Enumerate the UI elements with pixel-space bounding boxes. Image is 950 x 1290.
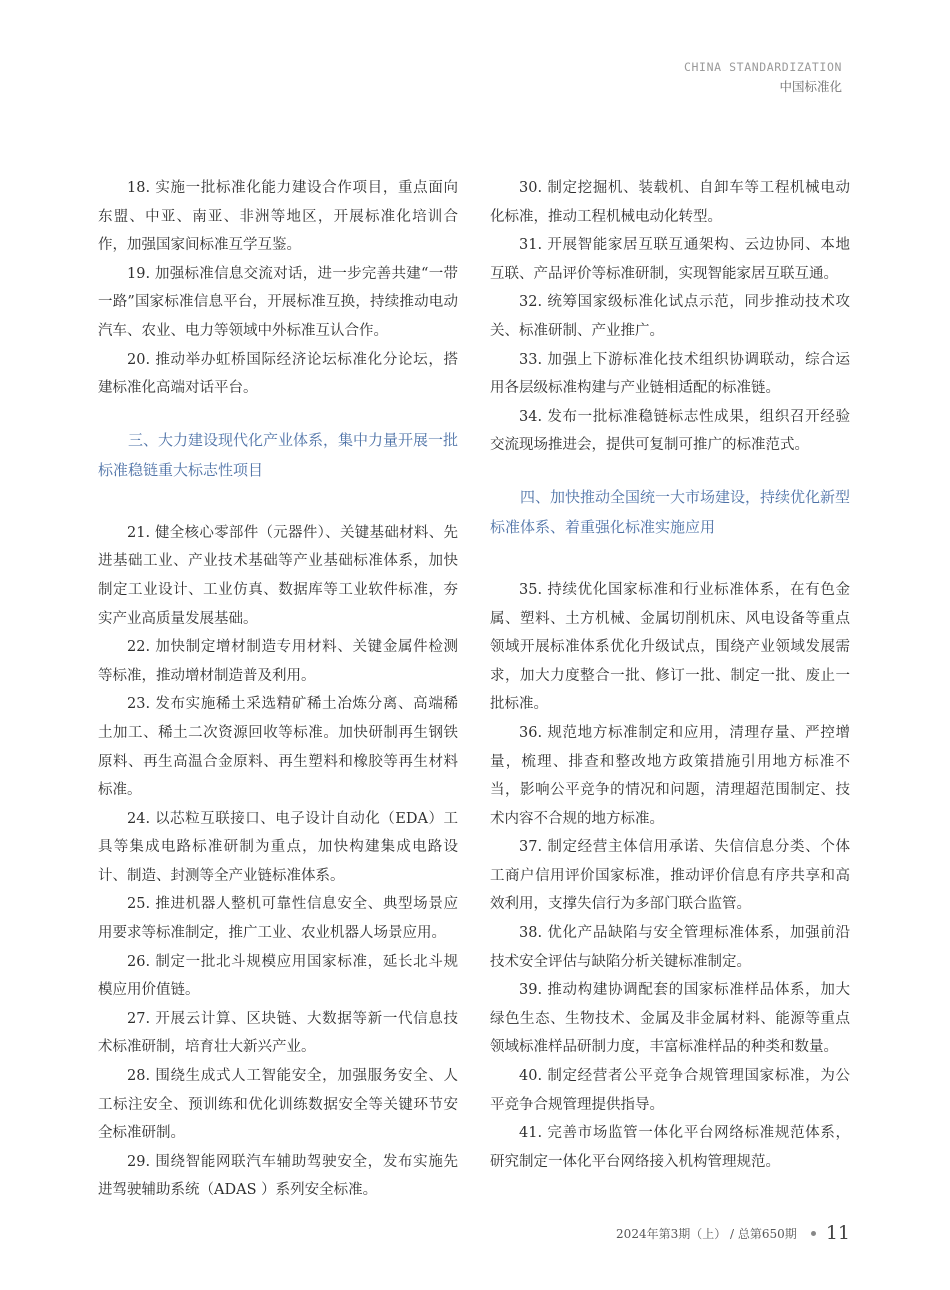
item-41: 41. 完善市场监管一体化平台网络标准规范体系，研究制定一体化平台网络接入机构管理规范。 [490,1125,850,1170]
item-29: 29. 围绕智能网联汽车辅助驾驶安全，发布实施先进驾驶辅助系统（ADAS ）系列安全标准。 [98,1153,458,1199]
item-36: 36. 规范地方标准制定和应用，清理存量、严控增量，梳理、排查和整改地方政策措施引用地方标准不当，影响公平竞争的情况和问题，清理超范围制定、技术内容不合规的地方标准。 [490,724,850,827]
page-footer [616,1222,850,1244]
item-27: 27. 开展云计算、区块链、大数据等新一代信息技术标准研制，培育壮大新兴产业。 [98,1010,458,1056]
item-30: 30. 制定挖掘机、装载机、自卸车等工程机械电动化标准，推动工程机械电动化转型。 [490,180,850,225]
item-28: 28. 围绕生成式人工智能安全，加强服务安全、人工标注安全、预训练和优化训练数据安全等关键环节安全标准研制。 [98,1068,458,1142]
item-39: 39. 推动构建协调配套的国家标准样品体系，加大绿色生态、生物技术、金属及非金属材料、能源等重点领域标准样品研制力度，丰富标准样品的种类和数量。 [490,982,850,1056]
item-24: 24. 以芯粒互联接口、电子设计自动化（EDA）工具等集成电路标准研制为重点，加快构建集成电路设计、制造、封测等全产业链标准体系。 [98,810,458,884]
bullet-dot-icon [811,1231,816,1236]
item-19: 19. 加强标准信息交流对话，进一步完善共建“一带一路”国家标准信息平台，开展标准互换，持续推动电动汽车、农业、电力等领域中外标准互认合作。 [98,265,458,339]
left-column [98,174,458,1205]
item-21: 21. 健全核心零部件（元器件）、关键基础材料、先进基础工业、产业技术基础等产业基础标准体系，加快制定工业设计、工业仿真、数据库等工业软件标准，夯实产业高质量发展基础。 [98,524,458,627]
item-35: 35. 持续优化国家标准和行业标准体系，在有色金属、塑料、土方机械、金属切削机床、风电设备等重点领域开展标准体系优化升级试点，围绕产业领域发展需求，加大力度整合一批、修订一批、制定一批、废止一批标准。 [490,581,850,713]
item-40: 40. 制定经营者公平竞争合规管理国家标准，为公平竞争合规管理提供指导。 [490,1068,850,1113]
item-31: 31. 开展智能家居互联互通架构、云边协同、本地互联、产品评价等标准研制，实现智能家居互联互通。 [490,237,850,282]
journal-title-en: CHINA STANDARDIZATION [684,60,842,74]
item-23: 23. 发布实施稀土采选精矿稀土冶炼分离、高端稀土加工、稀土二次资源回收等标准。加快研制再生钢铁原料、再生高温合金原料、再生塑料和橡胶等再生材料标准。 [98,696,458,799]
item-37: 37. 制定经营主体信用承诺、失信信息分类、个体工商户信用评价国家标准，推动评价信息有序共享和高效利用，支撑失信行为多部门联合监管。 [490,839,850,913]
page-number: 11 [825,1222,850,1244]
item-20: 20. 推动举办虹桥国际经济论坛标准化分论坛，搭建标准化高端对话平台。 [98,351,458,397]
item-34: 34. 发布一批标准稳链标志性成果，组织召开经验交流现场推进会，提供可复制可推广的标准范式。 [490,408,850,454]
item-25: 25. 推进机器人整机可靠性信息安全、典型场景应用要求等标准制定，推广工业、农业机器人场景应用。 [98,896,458,942]
item-38: 38. 优化产品缺陷与安全管理标准体系，加强前沿技术安全评估与缺陷分析关键标准制定。 [490,925,850,970]
item-22: 22. 加快制定增材制造专用材料、关键金属件检测等标准，推动增材制造普及利用。 [98,639,458,684]
item-18: 18. 实施一批标准化能力建设合作项目，重点面向东盟、中亚、南亚、非洲等地区，开展标准化培训合作，加强国家间标准互学互鉴。 [98,180,458,254]
right-column [490,174,850,1176]
issue-info: 2024年第3期（上） / 总第650期 [616,1226,797,1241]
item-26: 26. 制定一批北斗规模应用国家标准，延长北斗规模应用价值链。 [98,953,458,999]
item-32: 32. 统筹国家级标准化试点示范，同步推动技术攻关、标准研制、产业推广。 [490,294,850,339]
journal-title-cn: 中国标准化 [779,79,842,94]
section-heading-4: 四、加快推动全国统一大市场建设，持续优化新型标准体系、着重强化标准实施应用 [490,487,851,536]
section-heading-3: 三、大力建设现代化产业体系，集中力量开展一批标准稳链重大标志性项目 [98,430,459,479]
item-33: 33. 加强上下游标准化技术组织协调联动，综合运用各层级标准构建与产业链相适配的标准链。 [490,351,850,397]
